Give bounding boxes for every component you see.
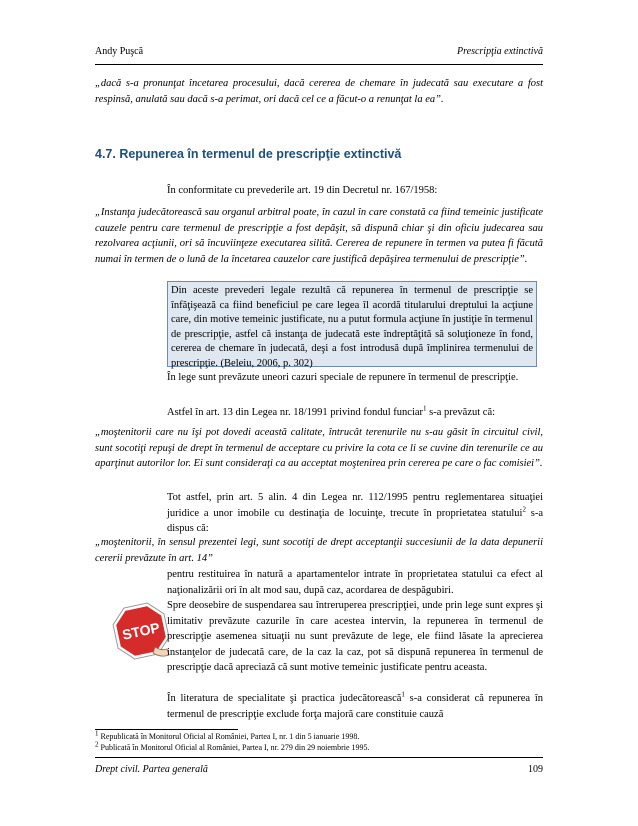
footnote-ref-1: 1 <box>423 404 427 413</box>
law112-paragraph <box>167 490 543 537</box>
header-chapter: Prescripţia extinctivă <box>457 46 543 57</box>
law112-text-b: s-a dispus că: <box>167 507 544 534</box>
difference-paragraph: Spre deosebire de suspendarea sau întreruperea prescripţiei, unde prin lege sunt expres şi limitativ prevăzute cazurile în care acestea intervin, la repunerea în termenul de prescripţie asemenea situaţii nu sunt prevăzute de lege, ele fiind lăsate la aprecierea instanţelor de judecată care, de la caz la caz, pot să dispună repunerea în termenul de prescripţie dacă apreciază că sunt motive temeinic justificate pentru aceasta. <box>167 600 543 673</box>
page-number: 109 <box>528 764 543 775</box>
footer-book-title: Drept civil. Partea generală <box>95 764 208 775</box>
footnote-1 <box>95 729 543 742</box>
quote-paragraph-law18: „moştenitorii care nu îşi pot dovedi această calitate, întrucât terenurile nu s-au găsit în circuitul civil, sunt socotiţi repuşi de drept în termenul de acceptare cu privire la cota ce li se cuvine din terenurile ce au aparţinut autorilor lor. Ei sunt consideraţi ca au acceptat moştenirea prin cererea pe care o fac comisiei”. <box>95 427 543 469</box>
highlight-box: Din aceste prevederi legale rezultă că repunerea în termenul de prescripţie se înfăţişează ca fiind beneficiul pe care legea îl acordă titularului dreptului la acţiune care, din motive temeinic justificate, nu a putut formula acţiune în justiţie în termenul de prescripţie, astfel că instanţa de judecată este îndreptăţită să soluţioneze în fond, cererea de chemare în judecată, deşi a fost introdusă după împlinirea termenului de prescripţie. (Beleiu, 2006, p. 302) <box>167 281 537 367</box>
section-title: 4.7. Repunerea în termenul de prescripţie extinctivă <box>95 147 402 161</box>
footnote-1-text: Republicată în Monitorul Oficial al României, Partea I, nr. 1 din 5 ianuarie 1998. <box>100 732 360 741</box>
quote-paragraph-top: „dacă s-a pronunţat încetarea procesului, dacă cererea de chemare în judecată sau executare a fost respinsă, anulată sau dacă s-a perimat, ori dacă cel ce a făcut-o a renunţat la ea”. <box>95 78 543 105</box>
footnote-2 <box>95 740 543 753</box>
special-cases-paragraph: În lege sunt prevăzute uneori cazuri speciale de repunere în termenul de prescripţie. <box>167 372 519 383</box>
law18-text-a: Astfel în art. 13 din Legea nr. 18/1991 privind fondul funciar <box>167 407 424 418</box>
footer-rule <box>95 757 543 758</box>
quote-paragraph-decree: „Instanţa judecătorească sau organul arbitral poate, în cazul în care constată ca fiind temeinic justificate cauzele pentru care termenul de prescripţie a fost depăşit, să dispună chiar şi din oficiu judecarea sau rezolvarea acţiunii, ori să încuviinţeze executarea silită. Cererea de repunere în termen va putea fi făcută numai în termen de o lună de la încetarea cauzelor care justifică depăşirea termenului de prescripţie”. <box>95 207 543 265</box>
header-rule <box>95 64 543 65</box>
law18-text-b: s-a prevăzut că: <box>426 407 496 418</box>
quote-paragraph-law112: „moştenitorii, în sensul prezentei legi, sunt socotiţi de drept acceptanţii succesiunii de la data depunerii cererii prevăzute în art. 14” <box>95 537 543 564</box>
footnote-rule <box>95 729 238 730</box>
restitution-paragraph: pentru restituirea în natură a apartamentelor intrate în proprietatea statului ca efect al naţionalizării ori în alt mod sau, după caz, acordarea de despăgubiri. <box>167 569 543 596</box>
law112-text-a: Tot astfel, prin art. 5 alin. 4 din Legea nr. 112/1995 pentru reglementarea situaţiei juridice a unor imobile cu destinaţia de locuinţe, trecute în proprietatea statului <box>167 492 543 519</box>
literature-text-a: În literatura de specialitate şi practica judecătorească <box>167 693 402 704</box>
page-header <box>95 46 543 62</box>
footnote-1-number: 1 <box>95 729 99 738</box>
literature-text-b: s-a considerat că repunerea în termenul de prescripţie exclude forţa majoră care constituie cauză <box>167 693 544 720</box>
page-footer <box>95 764 543 778</box>
stop-sign-label: STOP <box>120 619 162 643</box>
footnote-2-text: Publicată în Monitorul Oficial al României, Partea I, nr. 279 din 29 noiembrie 1995. <box>100 743 370 752</box>
footnote-2-number: 2 <box>95 740 99 749</box>
law18-paragraph <box>167 405 543 421</box>
header-author: Andy Puşcă <box>95 46 144 57</box>
literature-paragraph <box>167 691 543 722</box>
footnote-ref-2: 2 <box>522 505 526 513</box>
footnote-ref-literature: 1 <box>401 690 405 699</box>
intro-paragraph: În conformitate cu prevederile art. 19 din Decretul nr. 167/1958: <box>167 185 438 196</box>
stop-sign-icon <box>111 601 171 661</box>
